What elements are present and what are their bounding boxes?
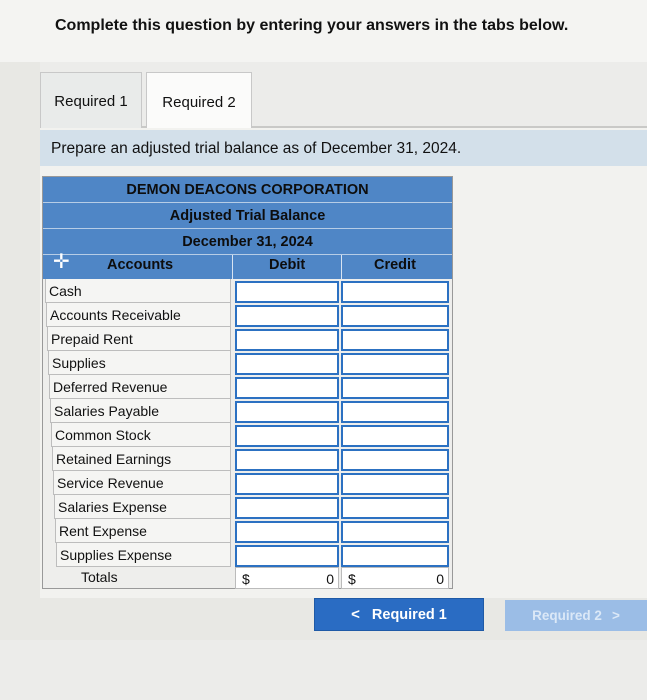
column-header-debit: Debit (269, 257, 306, 273)
next-button-label: Required 2 (532, 608, 602, 623)
credit-input[interactable] (341, 449, 449, 471)
credit-input[interactable] (341, 353, 449, 375)
totals-label: Totals (81, 569, 118, 585)
page-footer-area (0, 640, 647, 700)
tab-required-2[interactable]: Required 2 (146, 72, 252, 132)
table-row (43, 447, 452, 471)
column-header-credit: Credit (374, 257, 416, 273)
chevron-left-icon: < (351, 606, 360, 623)
table-row (43, 279, 452, 303)
account-name: Salaries Payable (50, 399, 231, 423)
debit-input[interactable] (235, 473, 339, 495)
debit-input[interactable] (235, 449, 339, 471)
account-name: Salaries Expense (54, 495, 231, 519)
credit-input[interactable] (341, 497, 449, 519)
credit-input[interactable] (341, 305, 449, 327)
company-name: DEMON DEACONS CORPORATION (43, 177, 452, 203)
totals-credit-value: 0 (436, 571, 444, 587)
plus-icon[interactable]: ✛ (53, 251, 70, 273)
column-divider (232, 255, 233, 279)
column-header-accounts: Accounts (107, 257, 174, 273)
tab-bar (40, 62, 647, 128)
table-row (43, 375, 452, 399)
table-row (43, 303, 452, 327)
table-row (43, 471, 452, 495)
totals-debit-symbol: $ (242, 571, 250, 587)
account-name: Supplies (48, 351, 231, 375)
account-name: Cash (45, 279, 231, 303)
credit-input[interactable] (341, 473, 449, 495)
column-divider (341, 255, 342, 279)
totals-debit (235, 567, 339, 589)
table-row (43, 327, 452, 351)
debit-input[interactable] (235, 377, 339, 399)
totals-debit-value: 0 (326, 571, 334, 587)
tab-required-1[interactable]: Required 1 (40, 72, 142, 130)
account-name: Rent Expense (55, 519, 231, 543)
debit-input[interactable] (235, 281, 339, 303)
credit-input[interactable] (341, 425, 449, 447)
account-name: Supplies Expense (56, 543, 231, 567)
debit-input[interactable] (235, 353, 339, 375)
credit-input[interactable] (341, 521, 449, 543)
table-row (43, 399, 452, 423)
table-row (43, 495, 452, 519)
account-name: Service Revenue (53, 471, 231, 495)
table-row (43, 423, 452, 447)
totals-credit (341, 567, 449, 589)
prev-required-1-button[interactable] (314, 598, 484, 631)
table-row (43, 543, 452, 567)
totals-row (43, 565, 452, 589)
debit-input[interactable] (235, 329, 339, 351)
instructions-text: Complete this question by entering your answers in the tabs below. (55, 17, 569, 34)
chevron-right-icon: > (611, 608, 620, 623)
statement-title: Adjusted Trial Balance (43, 203, 452, 229)
totals-credit-symbol: $ (348, 571, 356, 587)
debit-input[interactable] (235, 521, 339, 543)
credit-input[interactable] (341, 545, 449, 567)
account-name: Accounts Receivable (46, 303, 231, 327)
table-row (43, 351, 452, 375)
account-name: Deferred Revenue (49, 375, 231, 399)
prev-button-label: Required 1 (371, 606, 447, 623)
account-name: Common Stock (51, 423, 231, 447)
account-name: Prepaid Rent (47, 327, 231, 351)
prompt-text: Prepare an adjusted trial balance as of December 31, 2024. (51, 140, 462, 157)
debit-input[interactable] (235, 545, 339, 567)
trial-balance-table (42, 176, 453, 589)
debit-input[interactable] (235, 305, 339, 327)
statement-date: December 31, 2024 (43, 229, 452, 255)
credit-input[interactable] (341, 281, 449, 303)
next-required-2-button[interactable] (505, 600, 647, 631)
credit-input[interactable] (341, 401, 449, 423)
debit-input[interactable] (235, 401, 339, 423)
debit-input[interactable] (235, 497, 339, 519)
credit-input[interactable] (341, 329, 449, 351)
table-row (43, 519, 452, 543)
debit-input[interactable] (235, 425, 339, 447)
account-name: Retained Earnings (52, 447, 231, 471)
credit-input[interactable] (341, 377, 449, 399)
